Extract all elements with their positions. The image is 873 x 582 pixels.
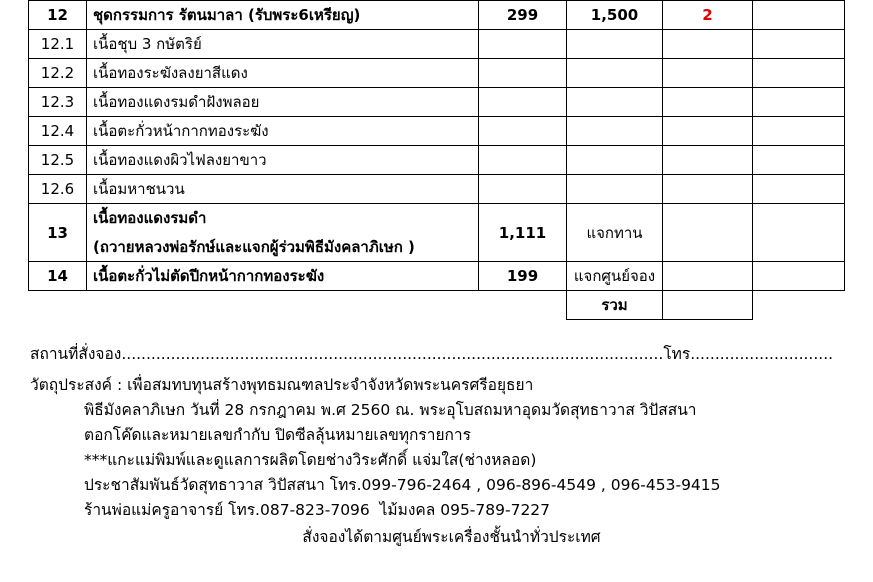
row-note (753, 204, 845, 262)
row-number: 12.4 (29, 117, 87, 146)
row-note (753, 146, 845, 175)
row-note (753, 59, 845, 88)
row-order-count (663, 204, 753, 262)
row-number: 14 (29, 262, 87, 291)
row-quantity: แจกทาน (567, 204, 663, 262)
row-price (479, 30, 567, 59)
row-description: เนื้อตะกั่วไม่ตัดปีกหน้ากากทองระฆัง (87, 262, 479, 291)
row-description: เนื้อตะกั่วหน้ากากทองระฆัง (87, 117, 479, 146)
nationwide-order-line: สั่งจองได้ตามศูนย์พระเครื่องชั้นนำทั่วประเทศ (302, 528, 601, 546)
row-note (753, 262, 845, 291)
row-quantity (567, 146, 663, 175)
spacer-cell (479, 291, 567, 320)
total-value (663, 291, 753, 320)
row-quantity: แจกศูนย์จอง (567, 262, 663, 291)
row-quantity: 1,500 (567, 1, 663, 30)
row-order-count (663, 30, 753, 59)
code-seal-line: ตอกโค๊ดและหมายเลขกำกับ ปิดซีลลุ้นหมายเลขทุกรายการ (84, 426, 471, 444)
spacer-cell (29, 291, 87, 320)
row-quantity (567, 88, 663, 117)
row-number: 12 (29, 1, 87, 30)
row-order-count (663, 117, 753, 146)
row-order-count (663, 146, 753, 175)
table-row (29, 146, 845, 175)
row-description-line1: เนื้อทองแดงรมดำ (87, 204, 479, 233)
purpose-line: วัตถุประสงค์ : เพื่อสมทบทุนสร้างพุทธมณฑลประจำจังหวัดพระนครศรีอยุธยา (30, 376, 534, 394)
row-description: เนื้อมหาชนวน (87, 175, 479, 204)
row-quantity (567, 30, 663, 59)
table-row (29, 204, 845, 233)
shop-contact-line: ร้านพ่อแม่ครูอาจารย์ โทร.087-823-7096 ไม้มงคล 095-789-7227 (84, 501, 551, 519)
ceremony-line: พิธีมังคลาภิเษก วันที่ 28 กรกฎาคม พ.ศ 2560 ณ. พระอุโบสถมหาอุดมวัดสุทธาวาส วิปัสสนา (84, 401, 697, 419)
row-price (479, 88, 567, 117)
row-number: 13 (29, 204, 87, 262)
row-order-count (663, 88, 753, 117)
table-row (29, 1, 845, 30)
table-row (29, 262, 845, 291)
row-description: ชุดกรรมการ รัตนมาลา (รับพระ6เหรียญ) (87, 1, 479, 30)
spacer-cell (87, 291, 479, 320)
mold-maker-line: ***แกะแม่พิมพ์และดูแลการผลิตโดยช่างวิระศักดิ์ แจ่มใส(ช่างหลอด) (84, 451, 537, 469)
table-row (29, 175, 845, 204)
table-row (29, 88, 845, 117)
row-description: เนื้อชุบ 3 กษัตริย์ (87, 30, 479, 59)
row-number: 12.3 (29, 88, 87, 117)
row-description: เนื้อทองแดงผิวไฟลงยาขาว (87, 146, 479, 175)
row-price (479, 117, 567, 146)
row-note (753, 88, 845, 117)
row-price: 199 (479, 262, 567, 291)
row-note (753, 1, 845, 30)
row-price: 1,111 (479, 204, 567, 262)
row-quantity (567, 175, 663, 204)
spacer-cell (753, 291, 845, 320)
row-quantity (567, 59, 663, 88)
row-order-count (663, 175, 753, 204)
row-order-count (663, 59, 753, 88)
row-price (479, 146, 567, 175)
row-note (753, 117, 845, 146)
product-order-table (28, 0, 845, 320)
footer-text-block (30, 342, 873, 550)
row-description: เนื้อทองแดงรมดำฝังพลอย (87, 88, 479, 117)
row-price (479, 59, 567, 88)
row-order-count (663, 262, 753, 291)
row-price: 299 (479, 1, 567, 30)
total-label: รวม (567, 291, 663, 320)
row-price (479, 175, 567, 204)
row-description: เนื้อทองระฆังลงยาสีแดง (87, 59, 479, 88)
row-note (753, 175, 845, 204)
row-number: 12.5 (29, 146, 87, 175)
row-quantity (567, 117, 663, 146)
table-row (29, 59, 845, 88)
row-number: 12.6 (29, 175, 87, 204)
table-row (29, 30, 845, 59)
place-order-line: สถานที่สั่งจอง..............................................................................................................โทร............................. (30, 345, 834, 363)
row-number: 12.1 (29, 30, 87, 59)
table-total-row (29, 291, 845, 320)
table-row (29, 117, 845, 146)
row-order-count: 2 (663, 1, 753, 30)
row-note (753, 30, 845, 59)
temple-contact-line: ประชาสัมพันธ์วัดสุทธาวาส วิปัสสนา โทร.099-796-2464 , 096-896-4549 , 096-453-9415 (84, 476, 721, 494)
row-number: 12.2 (29, 59, 87, 88)
row-description-line2: (ถวายหลวงพ่อรักษ์และแจกผู้ร่วมพิธีมังคลาภิเษก ) (87, 233, 479, 262)
